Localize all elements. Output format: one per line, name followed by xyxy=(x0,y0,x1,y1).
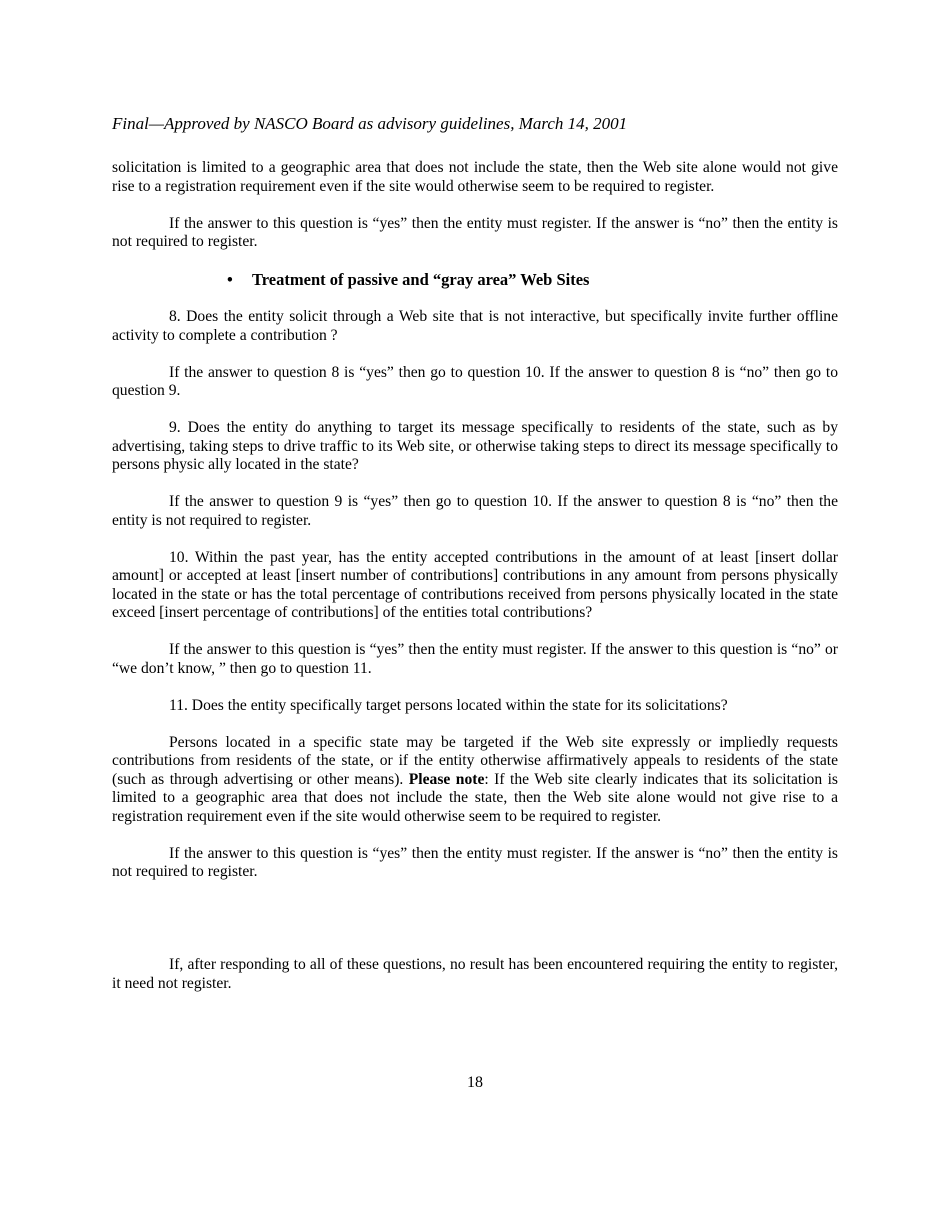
question-8: 8. Does the entity solicit through a Web site that is not interactive, but specifically invite further offline activity to complete a contribution ? xyxy=(112,308,838,344)
please-note: Please note xyxy=(408,770,485,788)
paragraph-continuation: solicitation is limited to a geographic area that does not include the state, then the Web site alone would not give rise to a registration requirement even if the site would otherwise seem to be required to register. xyxy=(112,159,838,195)
bullet-icon: • xyxy=(227,270,233,289)
answer-9: If the answer to question 9 is “yes” then go to question 10. If the answer to question 8 is “no” then the entity is not required to register. xyxy=(112,493,838,529)
section-heading-text: Treatment of passive and “gray area” Web Sites xyxy=(252,270,590,289)
targeting-note-text: : If the Web site clearly indicates that its solicitation is limited to a geographic area that does not include the state, then the Web site alone would not give rise to a registration requirement even if the site would otherwise seem to be required to register. xyxy=(112,770,839,825)
question-9: 9. Does the entity do anything to target its message specifically to residents of the state, such as by advertising, taking steps to drive traffic to its Web site, or otherwise taking steps to direct its message specifically to persons physic ally located in the state? xyxy=(112,419,838,473)
section-heading xyxy=(112,270,838,290)
paragraph-targeting xyxy=(112,734,838,827)
paragraph-answer: If the answer to this question is “yes” then the entity must register. If the answer is “no” then the entity is not required to register. xyxy=(112,214,838,250)
answer-10: If the answer to this question is “yes” then the entity must register. If the answer to this question is “no” or “we don’t know, ” then go to question 11. xyxy=(112,641,838,677)
answer-8: If the answer to question 8 is “yes” then go to question 10. If the answer to question 8 is “no” then go to question 9. xyxy=(112,363,838,399)
question-10: 10. Within the past year, has the entity accepted contributions in the amount of at least [insert dollar amount] or accepted at least [insert number of contributions] contributions in any amount from persons physically located in the state or has the total percentage of contributions received from persons physically located in the state exceed [insert percentage of contributions] of the entities total contributions? xyxy=(112,548,838,621)
document-body xyxy=(112,159,838,1012)
targeting-text: Persons located in a specific state may be targeted if the Web site expressly or impliedly requests contributions from residents of the state, or if the entity otherwise affirmatively appeals to residents of the state (such as through advertising or other means). xyxy=(112,733,838,788)
page-header: Final—Approved by NASCO Board as advisory guidelines, March 14, 2001 xyxy=(112,114,628,133)
paragraph-conclusion: If, after responding to all of these questions, no result has been encountered requiring the entity to register, it need not register. xyxy=(112,956,838,992)
page-number: 18 xyxy=(467,1074,483,1091)
question-11: 11. Does the entity specifically target persons located within the state for its solicitations? xyxy=(169,696,728,714)
answer-11: If the answer to this question is “yes” then the entity must register. If the answer is “no” then the entity is not required to register. xyxy=(112,844,838,880)
spacer xyxy=(112,900,838,956)
